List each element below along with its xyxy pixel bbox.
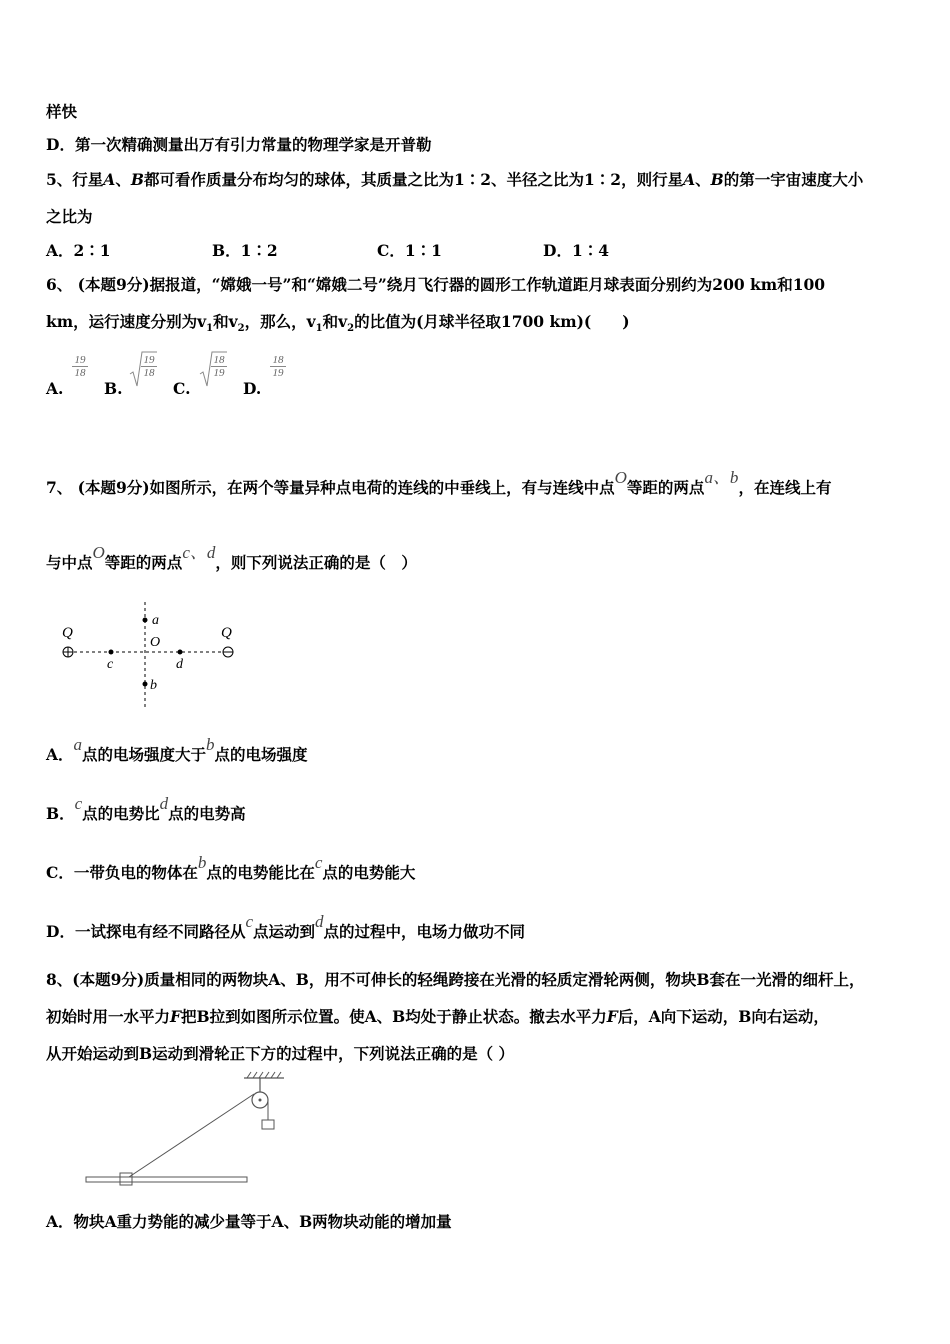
label-d: d: [176, 657, 183, 672]
question-6-stem: 6、 (本题9分)据报道，“嫦娥一号”和“嫦娥二号”绕月飞行器的圆形工作轨道距月球表面分别约为200 km和100: [46, 275, 826, 294]
label-b: b: [150, 678, 157, 693]
point-a: [143, 618, 148, 623]
option-d-previous: D．第一次精确测量出万有引力常量的物理学家是开普勒: [46, 135, 432, 154]
point-b: [143, 682, 148, 687]
q6-option-d[interactable]: D.: [243, 379, 262, 398]
question-8-stem: 8、(本题9分)质量相同的两物块A、B，用不可伸长的轻绳跨接在光滑的轻质定滑轮两侧，物块B套在一光滑的细杆上，: [46, 970, 865, 989]
block-a: [262, 1120, 274, 1129]
question-5-stem: 5、行星A、B都可看作质量分布均匀的球体，其质量之比为1∶2、半径之比为1∶2，则行星A、B的第一宇宙速度大小: [46, 170, 864, 189]
q6-option-a[interactable]: A.: [46, 379, 64, 398]
q6-option-c[interactable]: C.: [173, 379, 191, 398]
q7-option-a[interactable]: A．a点的电场强度大于b点的电场强度: [46, 735, 308, 764]
charge-diagram: [55, 600, 255, 710]
question-8-stem-cont: 初始时用一水平力F把B拉到如图所示位置。使A、B均处于静止状态。撤去水平力F后，A向下运动，B向右运动，: [46, 1007, 829, 1026]
q7-option-d[interactable]: D．一试探电有经不同路径从c点运动到d点的过程中，电场力做功不同: [46, 912, 526, 941]
label-q-left: Q: [62, 625, 73, 641]
label-o: O: [150, 635, 161, 650]
point-c: [109, 650, 114, 655]
question-6-stem-cont: km，运行速度分别为$v_1$和$v_2$，那么，$v_1$和$v_2$的比值为(月球半径取1700 km)( ): [46, 312, 630, 335]
label-a: a: [152, 613, 159, 628]
label-q-right: Q: [221, 625, 232, 641]
text-fragment: 样快: [46, 102, 78, 121]
question-5-stem-cont: 之比为: [46, 207, 93, 226]
question-7-stem-cont: 与中点O等距的两点c、d，则下列说法正确的是（ ）: [46, 543, 417, 572]
q7-option-b[interactable]: B．c点的电势比d点的电势高: [46, 794, 246, 823]
q6-fraction-b: $\frac{19}{18}$: [141, 354, 157, 379]
q6-fraction-d: $\frac{18}{19}$: [270, 354, 286, 379]
q7-option-c[interactable]: C．一带负电的物体在b点的电势能比在c点的电势能大: [46, 853, 416, 882]
q6-fraction-c: $\frac{18}{19}$: [211, 354, 227, 379]
rope-to-b: [126, 1094, 254, 1179]
question-7-stem: 7、 (本题9分)如图所示，在两个等量异种点电荷的连线的中垂线上，有与连线中点O等距的两点a、b，在连线上有: [46, 468, 832, 497]
q5-option-a[interactable]: A．2∶1: [46, 241, 111, 260]
q6-option-b[interactable]: B.: [104, 379, 123, 398]
pulley-diagram: [84, 1070, 284, 1190]
rod: [86, 1177, 247, 1182]
q8-option-a[interactable]: A．物块A重力势能的减少量等于A、B两物块动能的增加量: [46, 1212, 452, 1231]
label-c: c: [107, 657, 114, 672]
q5-option-d[interactable]: D．1∶4: [543, 241, 610, 260]
q5-option-c[interactable]: C．1∶1: [377, 241, 442, 260]
question-8-stem-cont2: 从开始运动到B运动到滑轮正下方的过程中，下列说法正确的是（ ）: [46, 1044, 514, 1063]
q5-option-b[interactable]: B．1∶2: [212, 241, 278, 260]
q6-fraction-a: $\frac{19}{18}$: [72, 354, 88, 379]
point-d: [178, 650, 183, 655]
